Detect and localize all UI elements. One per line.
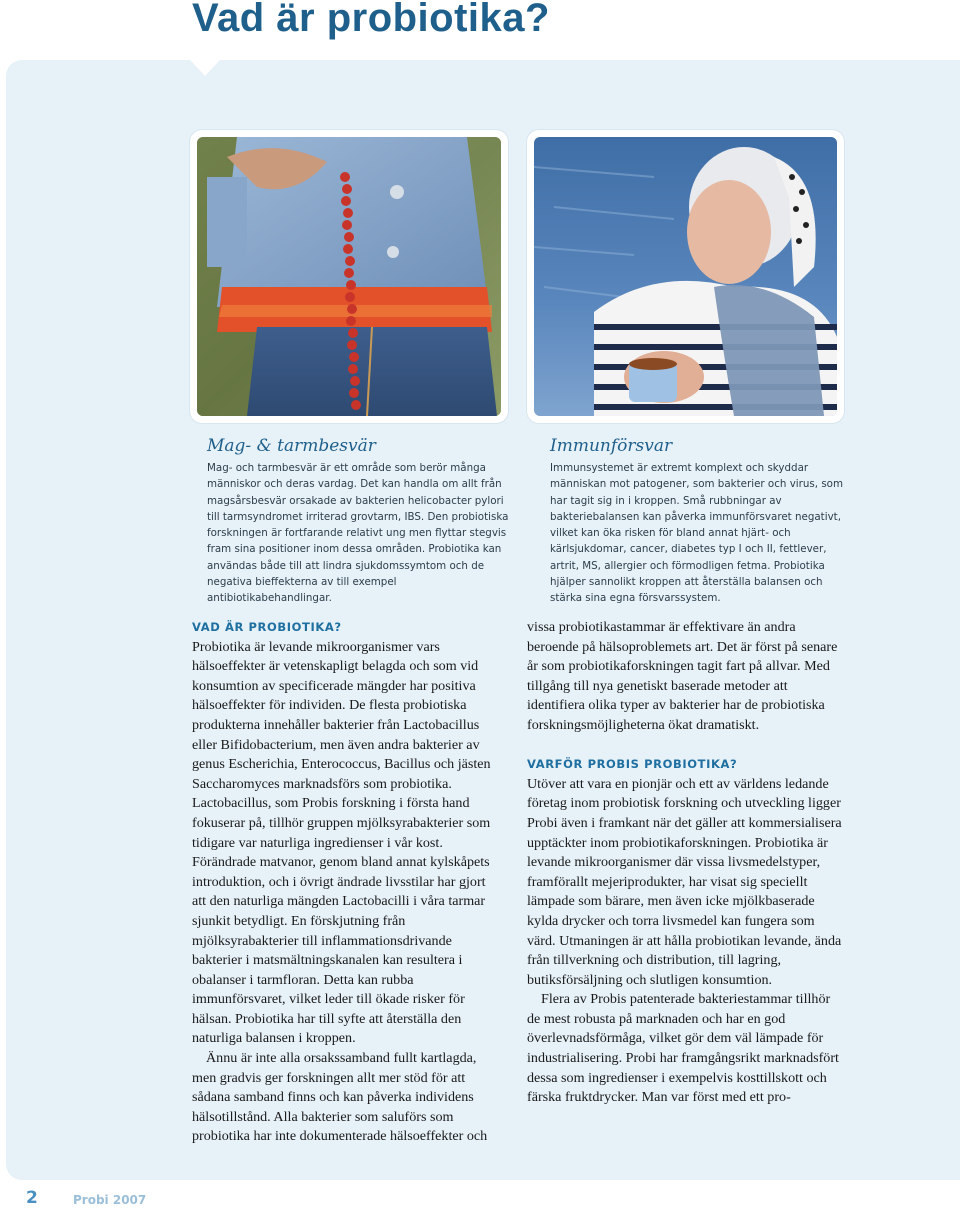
caption-immunforsvar — [550, 436, 850, 607]
body-paragraph: Utöver att vara en pionjär och ett av världens ledande företag inom probiotisk forskning och utveckling ligger Probi även i framkant när det gäller att kommersialisera upptäckter inom probiotikaforskningen. Probiotika är levande mikroorganismer där vissa livsmedelstyper, framförallt mejeriprodukter, har visat sig speciellt lämpade som bärare, men även icke mjölkbaserade kylda drycker och torra livsmedel kan fungera som värd. Utmaningen är att hålla probiotikan levande, ända från tillverkning och distribution, till lagring, butiksförsäljning och slutligen konsumtion. — [527, 775, 842, 988]
page-number: 2 — [26, 1188, 38, 1208]
panel-notch — [190, 60, 220, 76]
child-photo — [190, 130, 508, 423]
child-photo-image — [197, 137, 501, 416]
caption-text-mag-tarmbesvar: Mag- och tarmbesvär är ett område som berör många människor och deras vardag. Det kan handla om allt från magsårsbesvär orsakade av bakterien helicobacter pylori till tarmsyndromet irriterad grovtarm, IBS. Den probiotiska forskningen är fortfarande relativt ung men flyttar stegvis fram sina positioner inom dessa områden. Probiotika kan användas både till att lindra sjukdomssymtom och de negativa bieffekterna av till exempel antibiotikabehandlingar. — [207, 462, 509, 605]
woman-photo — [527, 130, 844, 423]
woman-photo-image — [534, 137, 837, 416]
body-paragraph: Ännu är inte alla orsakssamband fullt kartlagda, men gradvis ger forskningen allt mer stöd för att sådana samband finns och kan påverka individens hälsotillstånd. Alla bakterier som saluförs som probiotika har inte dokumenterade hälsoeffekter och — [192, 1050, 488, 1145]
caption-heading-immunforsvar: Immunförsvar — [550, 436, 673, 456]
page-title: Vad är probiotika? — [192, 0, 550, 40]
body-column-right — [527, 618, 845, 1108]
caption-mag-tarmbesvar — [207, 436, 512, 607]
body-paragraph: vissa probiotikastammar är effektivare än andra beroende på hälsoproblemets art. Det är först på senare år som probiotikaforskningen tagit fart på allvar. Med tillgång till nya genetiskt baserade metoder att identifiera olika typer av bakterier har de probiotiska forskningsmöjligheterna ökat dramatiskt. — [527, 619, 838, 733]
section-heading-vad-ar-probiotika: VAD ÄR PROBIOTIKA? — [192, 620, 342, 634]
footer-brand: Probi 2007 — [73, 1193, 147, 1207]
body-column-left — [192, 618, 497, 1147]
body-paragraph: Probiotika är levande mikroorganismer vars hälsoeffekter är vetenskapligt belagda och som vid konsumtion av specificerade mängder har positiva hälsoeffekter för individen. De flesta probiotiska produkterna innehåller bakterier från Lactobacillus eller Bifidobacterium, men även andra bakterier av genus Escherichia, Enterococcus, Bacillus och jästen Saccharomyces marknadsförs som probiotika. Lactobacillus, som Probis forskning i första hand fokuserar på, tillhör gruppen mjölksyrabakterier som tidigare var naturliga ingredienser i vår kost. Förändrade matvanor, genom bland annat kylskåpets introduktion, och i övrigt ändrade livsstilar har gjort att den naturliga mängden Lactobacilli i våra tarmar sjunkit betydligt. En förskjutning från mjölksyrabakterier till inflammationsdrivande bakterier i matsmältningskanalen kan resultera i obalanser i tarmfloran. Detta kan rubba immunförsvaret, vilket leder till ökade risker för hälsan. Probiotika har till syfte att återställa den naturliga balansen i kroppen. — [192, 638, 491, 1047]
caption-heading-mag-tarmbesvar: Mag- & tarmbesvär — [207, 436, 376, 456]
section-heading-varfor-probis-probiotika: VARFÖR PROBIS PROBIOTIKA? — [527, 757, 738, 772]
body-paragraph: Flera av Probis patenterade bakteriestammar tillhör de mest robusta på marknaden och har en god överlevnadsförmåga, vilket gör dem väl lämpade för industrialisering. Probi har framgångsrikt marknadsfört dessa som ingredienser i exempelvis kosttillskott och färska fruktdrycker. Man var först med ett pro- — [527, 991, 839, 1106]
caption-text-immunforsvar: Immunsystemet är extremt komplext och skyddar människan mot patogener, som bakterier och virus, som har tagit sig in i kroppen. Små rubbningar av bakteriebalansen kan påverka immunförsvaret negativt, vilket kan öka risken för bland annat hjärt- och kärlsjukdomar, cancer, diabetes typ I och II, fettlever, artrit, MS, allergier och förmodligen fetma. Probiotika hjälper sannolikt kroppen att återställa balansen och stärka sina egna försvarssystem. — [550, 462, 844, 605]
